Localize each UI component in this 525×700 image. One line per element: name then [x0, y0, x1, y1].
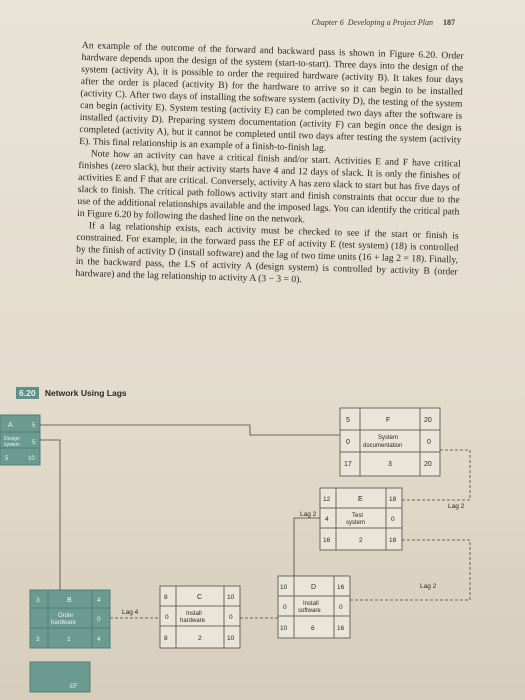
node-b	[30, 590, 110, 648]
node-d-ls: 10	[280, 625, 288, 632]
node-b-slack: 0	[97, 616, 101, 623]
node-e	[320, 488, 402, 550]
node-e-ls: 16	[323, 537, 331, 544]
node-d-slack-start: 0	[283, 604, 287, 611]
node-d-dur: 6	[311, 625, 315, 632]
node-a-id: A	[8, 422, 13, 429]
node-e-name1: Test	[352, 513, 364, 519]
legend-ef-label: EF	[70, 684, 78, 690]
node-b-ls: 3	[36, 636, 40, 643]
node-d-name2: software	[298, 608, 321, 614]
node-d-es: 10	[280, 584, 288, 591]
node-f	[340, 408, 440, 476]
figure-title: Network Using Lags	[44, 388, 127, 398]
node-f-slack-start: 0	[346, 439, 350, 446]
arrow-d-e	[294, 518, 320, 576]
node-e-lf: 18	[389, 537, 397, 544]
node-f-name1: System	[378, 435, 399, 441]
node-e-dur: 2	[359, 537, 363, 544]
page-number: 187	[443, 18, 455, 27]
node-c-name1: Install	[186, 611, 202, 617]
node-e-id: E	[358, 496, 363, 503]
lag-label-e-start: Lag 2	[300, 511, 317, 518]
node-c-id: C	[197, 594, 203, 601]
figure-number: 6.20	[16, 387, 39, 399]
node-b-id: B	[67, 597, 72, 604]
node-b-lf: 4	[97, 636, 101, 643]
node-c-lf: 10	[227, 635, 235, 642]
paragraph-1: An example of the outcome of the forward and backward pass is shown in Figure 6.20. Order hardware depends upon the design of the system (start-to-start). Three days into the design of the system (activity A), it is possible to order the required hardware (activity B). It takes four days after the order is placed (activity B) for the hardware to arrive so it can begin to be installed (activity C). After two days of installing the software system (activity D), the testing of the system can begin (activity E). System testing (activity E) can be completed two days after the software is installed (activity D). Preparing system documentation (activity F) can begin once the design is completed (activity A), but it cannot be completed until two days after testing the system (activity E). This final relationship is an example of a finish-to-finish lag.	[79, 40, 464, 154]
paragraph-3: If a lag relationship exists, each activity must be checked to see if the start or finish is constrained. For example, in the forward pass the EF of activity E (test system) (18) is controlled by the finish of activity D (install software) and the lag of two time units (16 + lag 2 = 18). Finally, in the backward pass, the LS of activity A (design system) is controlled by activity B (order hardware) and the lag relationship to activity A (3 − 3 = 0).	[75, 220, 459, 286]
node-b-name1: Order	[58, 613, 74, 619]
node-f-es: 5	[346, 417, 350, 424]
node-a-dur: 5	[5, 456, 9, 462]
node-c-dur: 2	[198, 635, 202, 642]
node-c-name2: hardware	[180, 618, 206, 624]
node-d	[278, 576, 350, 638]
node-f-ef: 20	[424, 417, 432, 424]
node-a-lf: 10	[28, 456, 35, 462]
arrow-a-b	[40, 440, 60, 590]
node-c-ls: 8	[164, 635, 168, 642]
node-b-ef: 4	[97, 597, 101, 604]
node-d-id: D	[311, 584, 317, 591]
node-f-dur: 3	[388, 461, 392, 468]
node-c-slack: 0	[229, 614, 233, 621]
node-d-ef: 16	[337, 584, 345, 591]
node-e-es: 12	[323, 496, 331, 503]
node-f-id: F	[386, 417, 391, 424]
node-d-lf: 16	[337, 625, 345, 632]
node-f-lf: 20	[424, 461, 432, 468]
node-d-name1: Install	[303, 601, 319, 607]
figure-caption	[16, 388, 127, 398]
lag-label-e-f: Lag 2	[448, 503, 465, 510]
paragraph-2: Note how an activity can have a critical finish and/or start. Activities E and F have critical finishes (zero slack), but their activity starts have 4 and 12 days of slack. It is only the finishes of activities E and F that are critical. Conversely, activity A has zero slack to start but has five days of slack to finish. The critical path follows activity start and finish constraints that occur due to the use of the additional relationships available and the imposed lags. You can identify the critical path in Figure 6.20 by following the dashed line on the network.	[77, 148, 461, 226]
arrow-a-f	[40, 425, 340, 435]
network-diagram	[0, 400, 525, 700]
node-c	[160, 586, 240, 648]
node-b-dur: 1	[67, 636, 71, 643]
node-e-slack: 0	[391, 516, 395, 523]
node-f-ls: 17	[344, 461, 352, 468]
node-d-slack: 0	[339, 604, 343, 611]
chapter-label: Chapter 6	[311, 18, 344, 27]
node-e-slack-start: 4	[325, 516, 329, 523]
body-text	[75, 40, 464, 291]
node-a-name1: Design	[4, 436, 20, 442]
node-b-name2: hardware	[51, 620, 77, 626]
node-c-ef: 10	[227, 594, 235, 601]
node-c-slack-start: 0	[165, 614, 169, 621]
legend	[30, 662, 90, 692]
node-a	[0, 415, 40, 465]
node-f-name2: documentation	[363, 443, 403, 449]
node-a-name2: system	[4, 442, 20, 448]
lag-label-b-c: Lag 4	[122, 609, 139, 616]
node-c-es: 8	[164, 594, 168, 601]
node-e-name2: system	[346, 520, 366, 526]
running-header	[312, 18, 455, 27]
node-b-es: 3	[36, 597, 40, 604]
node-a-ef: 5	[32, 423, 36, 429]
node-f-slack: 0	[427, 439, 431, 446]
node-a-slack: 5	[32, 440, 36, 446]
node-e-ef: 18	[389, 496, 397, 503]
chapter-title: Developing a Project Plan	[347, 18, 433, 27]
lag-label-d-e: Lag 2	[420, 583, 437, 590]
